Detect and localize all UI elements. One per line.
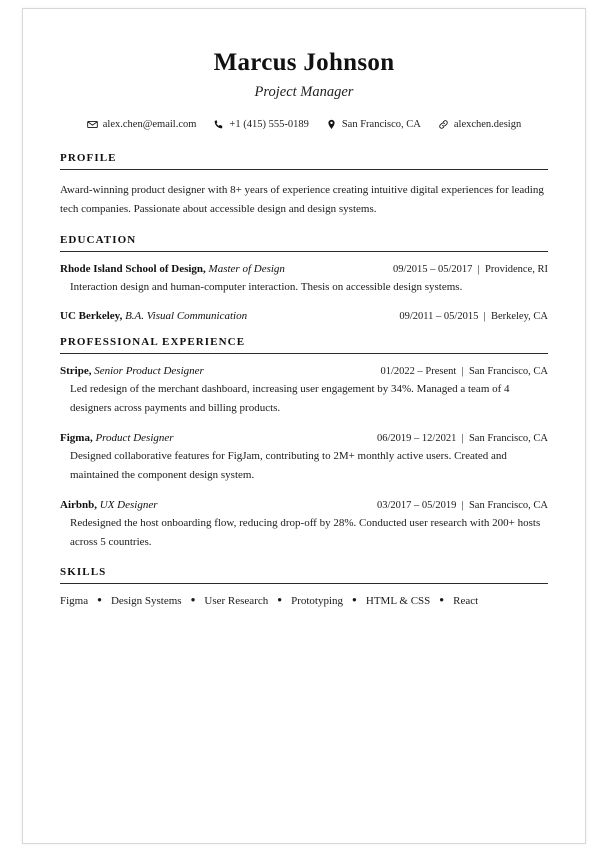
experience-dates: 03/2017 – 05/2019 <box>377 500 457 512</box>
experience-dates: 06/2019 – 12/2021 <box>377 433 457 445</box>
skill-separator: ● <box>97 594 102 604</box>
education-entry <box>60 263 548 297</box>
education-org: Rhode Island School of Design, <box>60 262 206 275</box>
section-heading-profile: PROFILE <box>60 152 117 164</box>
entry-separator: | <box>475 263 483 275</box>
entry-separator: | <box>458 366 467 378</box>
contact-location[interactable] <box>326 119 421 130</box>
experience-org: Airbnb, <box>60 499 97 512</box>
job-title: Project Manager <box>254 84 354 100</box>
entry-separator: | <box>480 311 489 323</box>
education-org: UC Berkeley, <box>60 310 123 323</box>
contact-website[interactable] <box>438 119 521 130</box>
skills-list <box>60 595 548 607</box>
experience-description: Led redesign of the merchant dashboard, increasing user engagement by 34%. Managed a team of 4 designers across payments and billing products. <box>70 383 510 415</box>
experience-org: Stripe, <box>60 365 92 378</box>
section-experience <box>60 336 548 551</box>
experience-entry <box>60 365 548 418</box>
experience-role: UX Designer <box>99 499 158 512</box>
envelope-icon <box>87 119 98 130</box>
link-icon <box>438 119 449 130</box>
experience-location: San Francisco, CA <box>468 500 548 512</box>
contact-email[interactable] <box>87 119 197 130</box>
skill-separator: ● <box>190 594 196 604</box>
skill-separator: ● <box>439 594 445 604</box>
education-degree: B.A. Visual Communication <box>125 310 248 323</box>
section-divider <box>60 353 548 354</box>
phone-icon <box>213 119 224 130</box>
contact-email-text: alex.chen@email.com <box>102 119 197 130</box>
experience-role: Product Designer <box>95 432 174 445</box>
education-dates: 09/2015 – 05/2017 <box>393 263 473 275</box>
skill-item: Figma <box>60 594 89 607</box>
education-description: Interaction design and human-computer interaction. Thesis on accessible design systems. <box>70 280 463 293</box>
section-heading-education: EDUCATION <box>60 233 137 246</box>
contact-bar <box>60 119 548 130</box>
map-pin-icon <box>326 119 337 130</box>
section-skills <box>60 566 548 607</box>
contact-phone[interactable] <box>213 119 308 130</box>
experience-entry <box>60 432 548 485</box>
section-divider <box>60 251 548 252</box>
contact-website-text: alexchen.design <box>453 119 522 130</box>
experience-entry <box>60 499 548 552</box>
section-divider <box>60 583 548 584</box>
section-heading-experience: PROFESSIONAL EXPERIENCE <box>60 336 246 349</box>
skill-item: HTML & CSS <box>365 594 431 607</box>
contact-location-text: San Francisco, CA <box>341 119 421 130</box>
education-dates: 09/2011 – 05/2015 <box>399 311 479 323</box>
entry-separator: | <box>458 500 467 512</box>
experience-location: San Francisco, CA <box>468 366 548 378</box>
experience-description: Designed collaborative features for FigJam, contributing to 2M+ monthly active users. Created and maintained the component design system. <box>70 450 507 482</box>
skill-item: Design Systems <box>110 594 182 607</box>
skill-separator: ● <box>277 594 283 604</box>
education-location: Providence, RI <box>485 263 548 275</box>
section-divider <box>60 169 548 170</box>
skill-item: Prototyping <box>291 594 344 607</box>
section-profile <box>60 152 548 220</box>
contact-phone-text: +1 (415) 555-0189 <box>229 119 309 130</box>
experience-location: San Francisco, CA <box>468 433 548 445</box>
experience-org: Figma, <box>60 432 93 445</box>
section-education <box>60 234 548 323</box>
skill-item: React <box>453 594 479 607</box>
section-heading-skills: SKILLS <box>60 565 107 578</box>
skill-item: User Research <box>204 594 269 607</box>
education-degree: Master of Design <box>208 262 285 275</box>
education-entry <box>60 310 548 322</box>
page-title: Marcus Johnson <box>213 49 395 76</box>
education-location: Berkeley, CA <box>490 311 548 323</box>
profile-text: Award-winning product designer with 8+ years of experience creating intuitive digital experiences for leading tech companies. Passionate about accessible design and design systems. <box>60 184 544 216</box>
experience-dates: 01/2022 – Present <box>380 366 457 378</box>
skill-separator: ● <box>352 594 357 604</box>
experience-role: Senior Product Designer <box>94 365 204 378</box>
experience-description: Redesigned the host onboarding flow, reducing drop-off by 28%. Conducted user research with 200+ hosts across 5 countries. <box>70 517 541 548</box>
resume-sheet <box>22 8 586 844</box>
entry-separator: | <box>458 433 467 445</box>
